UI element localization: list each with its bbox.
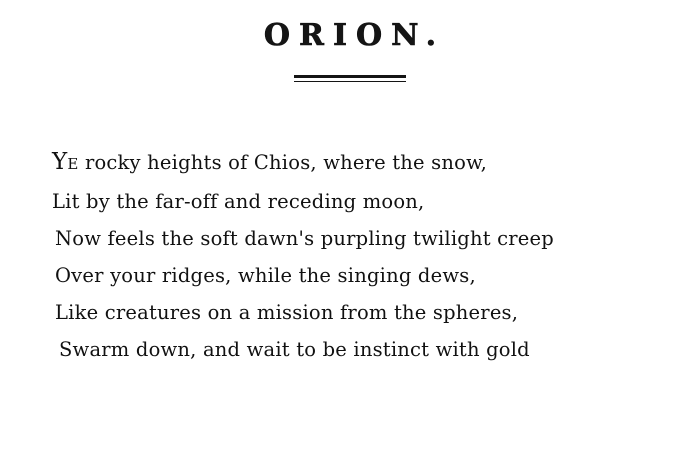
poem-line — [52, 257, 680, 294]
poem-line — [52, 144, 680, 183]
poem-line — [52, 220, 680, 257]
divider-thick-line — [294, 75, 406, 78]
poem-line — [52, 331, 680, 368]
divider-thin-line — [294, 81, 406, 82]
divider-rule — [294, 75, 406, 82]
poem-line-text: Now feels the soft dawn's purpling twilight creep — [55, 227, 554, 250]
poem-line-text: Like creatures on a mission from the spheres, — [55, 301, 519, 324]
poem-line — [52, 294, 680, 331]
title-divider — [0, 75, 700, 82]
drop-cap: Y — [52, 149, 68, 175]
poem-line-text: Lit by the far-off and receding moon, — [52, 190, 425, 213]
poem-line-text: rocky heights of Chios, where the snow, — [78, 151, 488, 174]
poem-body — [0, 144, 700, 368]
document-page — [0, 18, 700, 458]
poem-line-text: Swarm down, and wait to be instinct with gold — [59, 338, 530, 361]
poem-line-text: Over your ridges, while the singing dews, — [55, 264, 476, 287]
poem-line — [52, 183, 680, 220]
small-cap: E — [67, 155, 79, 173]
page-title: ORION. — [263, 18, 446, 53]
